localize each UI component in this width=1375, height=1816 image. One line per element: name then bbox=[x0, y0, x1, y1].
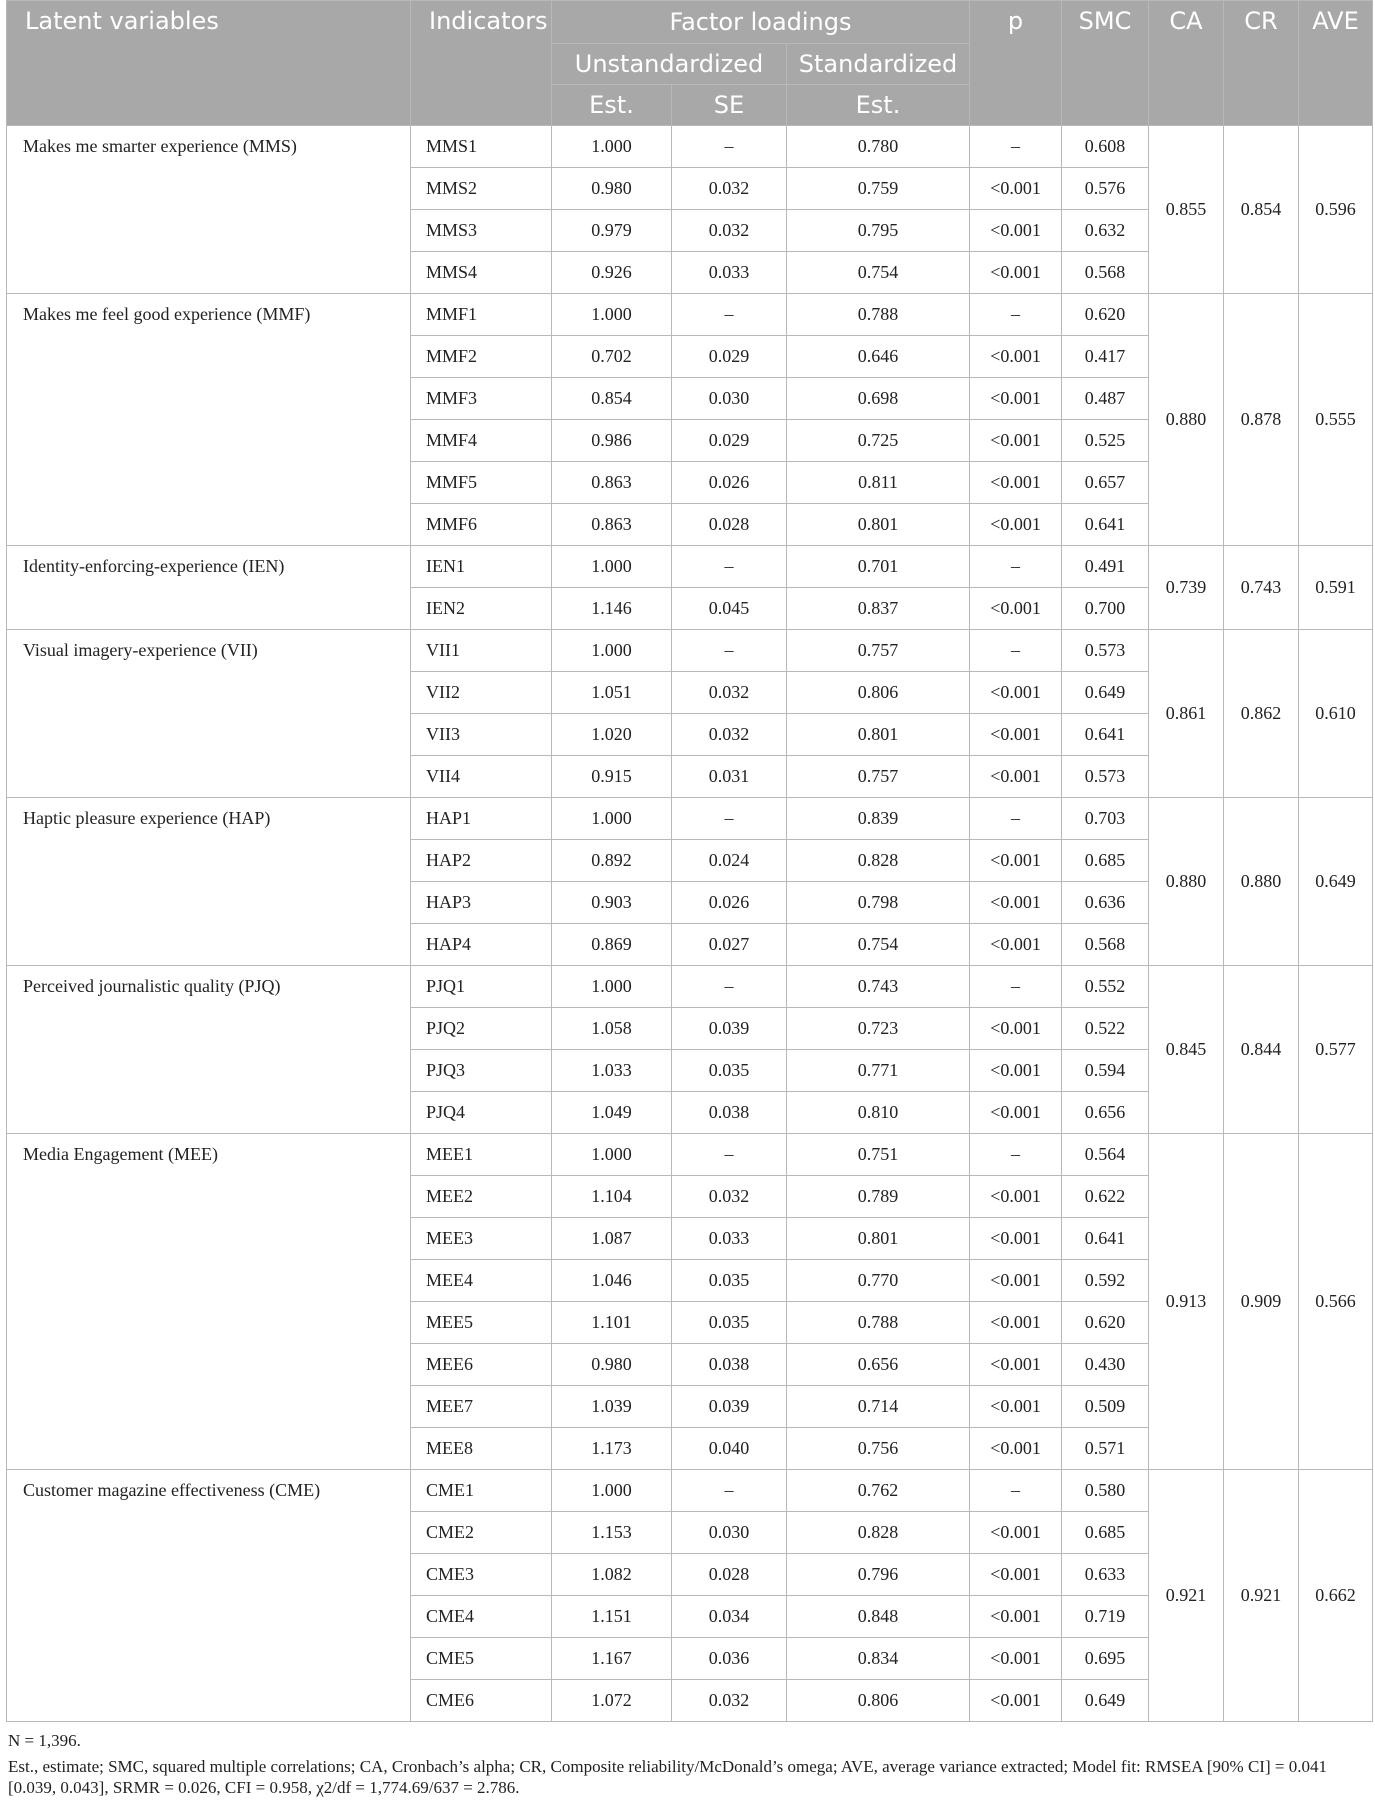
p-value-cell: <0.001 bbox=[970, 882, 1062, 924]
std-est-cell: 0.798 bbox=[787, 882, 970, 924]
cr-cell: 0.844 bbox=[1224, 966, 1299, 1134]
table-notes bbox=[6, 1722, 1372, 1798]
cr-cell: 0.878 bbox=[1224, 294, 1299, 546]
smc-cell: 0.657 bbox=[1062, 462, 1149, 504]
indicator-cell: VII1 bbox=[411, 630, 552, 672]
std-est-cell: 0.756 bbox=[787, 1428, 970, 1470]
std-est-cell: 0.837 bbox=[787, 588, 970, 630]
indicator-cell: VII3 bbox=[411, 714, 552, 756]
unstd-se-cell: 0.033 bbox=[672, 1218, 787, 1260]
indicator-cell: CME4 bbox=[411, 1596, 552, 1638]
unstd-est-cell: 0.702 bbox=[552, 336, 672, 378]
p-value-cell: <0.001 bbox=[970, 1554, 1062, 1596]
unstd-est-cell: 0.915 bbox=[552, 756, 672, 798]
smc-cell: 0.695 bbox=[1062, 1638, 1149, 1680]
smc-cell: 0.620 bbox=[1062, 294, 1149, 336]
unstd-se-cell: 0.032 bbox=[672, 1680, 787, 1722]
unstd-se-cell: 0.031 bbox=[672, 756, 787, 798]
ca-cell: 0.880 bbox=[1149, 294, 1224, 546]
unstd-est-cell: 0.979 bbox=[552, 210, 672, 252]
p-value-cell: <0.001 bbox=[970, 336, 1062, 378]
std-est-cell: 0.757 bbox=[787, 630, 970, 672]
smc-cell: 0.571 bbox=[1062, 1428, 1149, 1470]
indicator-cell: VII2 bbox=[411, 672, 552, 714]
table-row bbox=[7, 546, 1373, 588]
smc-cell: 0.552 bbox=[1062, 966, 1149, 1008]
table-body bbox=[7, 126, 1373, 1722]
cr-cell: 0.862 bbox=[1224, 630, 1299, 798]
p-value-cell: <0.001 bbox=[970, 756, 1062, 798]
header-unstandardized: Unstandardized bbox=[552, 44, 787, 85]
unstd-se-cell: 0.024 bbox=[672, 840, 787, 882]
indicator-cell: MEE4 bbox=[411, 1260, 552, 1302]
smc-cell: 0.573 bbox=[1062, 756, 1149, 798]
smc-cell: 0.641 bbox=[1062, 714, 1149, 756]
cr-cell: 0.743 bbox=[1224, 546, 1299, 630]
latent-variable-name: Makes me smarter experience (MMS) bbox=[7, 126, 411, 294]
indicator-cell: MMF4 bbox=[411, 420, 552, 462]
unstd-est-cell: 1.082 bbox=[552, 1554, 672, 1596]
smc-cell: 0.685 bbox=[1062, 840, 1149, 882]
std-est-cell: 0.806 bbox=[787, 1680, 970, 1722]
unstd-est-cell: 0.980 bbox=[552, 168, 672, 210]
ave-cell: 0.577 bbox=[1299, 966, 1373, 1134]
indicator-cell: MEE7 bbox=[411, 1386, 552, 1428]
unstd-se-cell: 0.026 bbox=[672, 882, 787, 924]
indicator-cell: PJQ1 bbox=[411, 966, 552, 1008]
unstd-est-cell: 1.087 bbox=[552, 1218, 672, 1260]
ave-cell: 0.555 bbox=[1299, 294, 1373, 546]
indicator-cell: CME6 bbox=[411, 1680, 552, 1722]
unstd-est-cell: 1.051 bbox=[552, 672, 672, 714]
indicator-cell: IEN1 bbox=[411, 546, 552, 588]
p-value-cell: <0.001 bbox=[970, 378, 1062, 420]
std-est-cell: 0.811 bbox=[787, 462, 970, 504]
smc-cell: 0.430 bbox=[1062, 1344, 1149, 1386]
indicator-cell: MEE8 bbox=[411, 1428, 552, 1470]
p-value-cell: <0.001 bbox=[970, 1050, 1062, 1092]
unstd-est-cell: 1.072 bbox=[552, 1680, 672, 1722]
ca-cell: 0.861 bbox=[1149, 630, 1224, 798]
unstd-est-cell: 1.000 bbox=[552, 966, 672, 1008]
indicator-cell: PJQ2 bbox=[411, 1008, 552, 1050]
unstd-est-cell: 1.173 bbox=[552, 1428, 672, 1470]
unstd-se-cell: 0.038 bbox=[672, 1344, 787, 1386]
p-value-cell: <0.001 bbox=[970, 1092, 1062, 1134]
std-est-cell: 0.646 bbox=[787, 336, 970, 378]
table-row bbox=[7, 966, 1373, 1008]
p-value-cell: <0.001 bbox=[970, 1218, 1062, 1260]
unstd-est-cell: 1.000 bbox=[552, 126, 672, 168]
latent-variable-name: Perceived journalistic quality (PJQ) bbox=[7, 966, 411, 1134]
header-latent-variables: Latent variables bbox=[7, 1, 411, 126]
unstd-se-cell: 0.032 bbox=[672, 672, 787, 714]
std-est-cell: 0.757 bbox=[787, 756, 970, 798]
p-value-cell: <0.001 bbox=[970, 504, 1062, 546]
std-est-cell: 0.759 bbox=[787, 168, 970, 210]
note-sample-size: N = 1,396. bbox=[8, 1731, 81, 1750]
smc-cell: 0.568 bbox=[1062, 252, 1149, 294]
p-value-cell: <0.001 bbox=[970, 1344, 1062, 1386]
smc-cell: 0.417 bbox=[1062, 336, 1149, 378]
smc-cell: 0.525 bbox=[1062, 420, 1149, 462]
unstd-est-cell: 1.000 bbox=[552, 630, 672, 672]
std-est-cell: 0.725 bbox=[787, 420, 970, 462]
ave-cell: 0.649 bbox=[1299, 798, 1373, 966]
p-value-cell: <0.001 bbox=[970, 252, 1062, 294]
unstd-est-cell: 1.058 bbox=[552, 1008, 672, 1050]
smc-cell: 0.592 bbox=[1062, 1260, 1149, 1302]
unstd-se-cell: – bbox=[672, 630, 787, 672]
header-indicators: Indicators bbox=[411, 1, 552, 126]
table-row bbox=[7, 294, 1373, 336]
ave-cell: 0.610 bbox=[1299, 630, 1373, 798]
smc-cell: 0.685 bbox=[1062, 1512, 1149, 1554]
unstd-est-cell: 1.101 bbox=[552, 1302, 672, 1344]
std-est-cell: 0.743 bbox=[787, 966, 970, 1008]
p-value-cell: – bbox=[970, 546, 1062, 588]
latent-variable-name: Haptic pleasure experience (HAP) bbox=[7, 798, 411, 966]
std-est-cell: 0.656 bbox=[787, 1344, 970, 1386]
std-est-cell: 0.801 bbox=[787, 504, 970, 546]
unstd-est-cell: 1.000 bbox=[552, 546, 672, 588]
p-value-cell: <0.001 bbox=[970, 420, 1062, 462]
p-value-cell: – bbox=[970, 798, 1062, 840]
unstd-se-cell: 0.029 bbox=[672, 336, 787, 378]
cr-cell: 0.921 bbox=[1224, 1470, 1299, 1722]
indicator-cell: MMF5 bbox=[411, 462, 552, 504]
smc-cell: 0.656 bbox=[1062, 1092, 1149, 1134]
smc-cell: 0.633 bbox=[1062, 1554, 1149, 1596]
smc-cell: 0.703 bbox=[1062, 798, 1149, 840]
table-row bbox=[7, 1134, 1373, 1176]
latent-variable-name: Media Engagement (MEE) bbox=[7, 1134, 411, 1470]
cr-cell: 0.880 bbox=[1224, 798, 1299, 966]
unstd-se-cell: 0.040 bbox=[672, 1428, 787, 1470]
unstd-se-cell: 0.030 bbox=[672, 378, 787, 420]
p-value-cell: <0.001 bbox=[970, 1680, 1062, 1722]
ca-cell: 0.739 bbox=[1149, 546, 1224, 630]
unstd-est-cell: 0.926 bbox=[552, 252, 672, 294]
smc-cell: 0.649 bbox=[1062, 672, 1149, 714]
p-value-cell: <0.001 bbox=[970, 1008, 1062, 1050]
unstd-se-cell: 0.035 bbox=[672, 1050, 787, 1092]
std-est-cell: 0.723 bbox=[787, 1008, 970, 1050]
p-value-cell: <0.001 bbox=[970, 168, 1062, 210]
std-est-cell: 0.754 bbox=[787, 924, 970, 966]
indicator-cell: CME2 bbox=[411, 1512, 552, 1554]
p-value-cell: <0.001 bbox=[970, 1512, 1062, 1554]
indicator-cell: PJQ3 bbox=[411, 1050, 552, 1092]
unstd-est-cell: 1.153 bbox=[552, 1512, 672, 1554]
indicator-cell: VII4 bbox=[411, 756, 552, 798]
smc-cell: 0.487 bbox=[1062, 378, 1149, 420]
p-value-cell: <0.001 bbox=[970, 210, 1062, 252]
unstd-se-cell: – bbox=[672, 798, 787, 840]
smc-cell: 0.568 bbox=[1062, 924, 1149, 966]
std-est-cell: 0.810 bbox=[787, 1092, 970, 1134]
ca-cell: 0.845 bbox=[1149, 966, 1224, 1134]
indicator-cell: MEE6 bbox=[411, 1344, 552, 1386]
std-est-cell: 0.698 bbox=[787, 378, 970, 420]
unstd-se-cell: 0.026 bbox=[672, 462, 787, 504]
unstd-est-cell: 0.869 bbox=[552, 924, 672, 966]
header-cr: CR bbox=[1224, 1, 1299, 126]
smc-cell: 0.580 bbox=[1062, 1470, 1149, 1512]
unstd-se-cell: 0.035 bbox=[672, 1260, 787, 1302]
indicator-cell: MMS4 bbox=[411, 252, 552, 294]
std-est-cell: 0.788 bbox=[787, 1302, 970, 1344]
header-ave: AVE bbox=[1299, 1, 1373, 126]
indicator-cell: MEE5 bbox=[411, 1302, 552, 1344]
header-p: p bbox=[970, 1, 1062, 126]
unstd-se-cell: 0.032 bbox=[672, 210, 787, 252]
unstd-se-cell: – bbox=[672, 546, 787, 588]
indicator-cell: HAP1 bbox=[411, 798, 552, 840]
ca-cell: 0.913 bbox=[1149, 1134, 1224, 1470]
ave-cell: 0.591 bbox=[1299, 546, 1373, 630]
unstd-est-cell: 1.039 bbox=[552, 1386, 672, 1428]
factor-loadings-table bbox=[6, 0, 1373, 1722]
std-est-cell: 0.780 bbox=[787, 126, 970, 168]
unstd-se-cell: 0.030 bbox=[672, 1512, 787, 1554]
indicator-cell: MEE2 bbox=[411, 1176, 552, 1218]
indicator-cell: HAP2 bbox=[411, 840, 552, 882]
ave-cell: 0.596 bbox=[1299, 126, 1373, 294]
note-abbreviations: Est., estimate; SMC, squared multiple correlations; CA, Cronbach’s alpha; CR, Composite reliability/McDonald’s omega; AVE, average variance extracted; Model fit: RMSEA [90% CI] = 0.041 [0.039, 0.043], SRMR = 0.026, CFI = 0.958, χ2/df = 1,774.69/637 = 2.786. bbox=[8, 1757, 1327, 1797]
std-est-cell: 0.848 bbox=[787, 1596, 970, 1638]
smc-cell: 0.641 bbox=[1062, 504, 1149, 546]
p-value-cell: <0.001 bbox=[970, 924, 1062, 966]
smc-cell: 0.576 bbox=[1062, 168, 1149, 210]
table-container bbox=[6, 0, 1372, 1803]
unstd-est-cell: 1.046 bbox=[552, 1260, 672, 1302]
smc-cell: 0.491 bbox=[1062, 546, 1149, 588]
smc-cell: 0.719 bbox=[1062, 1596, 1149, 1638]
std-est-cell: 0.714 bbox=[787, 1386, 970, 1428]
indicator-cell: CME1 bbox=[411, 1470, 552, 1512]
p-value-cell: – bbox=[970, 630, 1062, 672]
p-value-cell: – bbox=[970, 966, 1062, 1008]
std-est-cell: 0.770 bbox=[787, 1260, 970, 1302]
header-standardized: Standardized bbox=[787, 44, 970, 85]
table-header bbox=[7, 1, 1373, 126]
unstd-est-cell: 0.903 bbox=[552, 882, 672, 924]
std-est-cell: 0.701 bbox=[787, 546, 970, 588]
unstd-est-cell: 1.033 bbox=[552, 1050, 672, 1092]
header-factor-loadings: Factor loadings bbox=[552, 1, 970, 44]
smc-cell: 0.649 bbox=[1062, 1680, 1149, 1722]
std-est-cell: 0.795 bbox=[787, 210, 970, 252]
unstd-se-cell: 0.028 bbox=[672, 504, 787, 546]
unstd-se-cell: 0.032 bbox=[672, 714, 787, 756]
ave-cell: 0.662 bbox=[1299, 1470, 1373, 1722]
p-value-cell: <0.001 bbox=[970, 588, 1062, 630]
latent-variable-name: Identity-enforcing-experience (IEN) bbox=[7, 546, 411, 630]
p-value-cell: <0.001 bbox=[970, 462, 1062, 504]
indicator-cell: MEE1 bbox=[411, 1134, 552, 1176]
ave-cell: 0.566 bbox=[1299, 1134, 1373, 1470]
std-est-cell: 0.839 bbox=[787, 798, 970, 840]
indicator-cell: MMF3 bbox=[411, 378, 552, 420]
unstd-se-cell: 0.035 bbox=[672, 1302, 787, 1344]
ca-cell: 0.921 bbox=[1149, 1470, 1224, 1722]
std-est-cell: 0.796 bbox=[787, 1554, 970, 1596]
indicator-cell: MMS1 bbox=[411, 126, 552, 168]
smc-cell: 0.522 bbox=[1062, 1008, 1149, 1050]
header-ca: CA bbox=[1149, 1, 1224, 126]
indicator-cell: CME5 bbox=[411, 1638, 552, 1680]
header-std-est: Est. bbox=[787, 85, 970, 126]
p-value-cell: <0.001 bbox=[970, 672, 1062, 714]
std-est-cell: 0.828 bbox=[787, 1512, 970, 1554]
p-value-cell: <0.001 bbox=[970, 1302, 1062, 1344]
unstd-est-cell: 1.167 bbox=[552, 1638, 672, 1680]
unstd-se-cell: – bbox=[672, 126, 787, 168]
smc-cell: 0.641 bbox=[1062, 1218, 1149, 1260]
indicator-cell: HAP3 bbox=[411, 882, 552, 924]
p-value-cell: <0.001 bbox=[970, 1638, 1062, 1680]
unstd-est-cell: 1.151 bbox=[552, 1596, 672, 1638]
unstd-est-cell: 1.049 bbox=[552, 1092, 672, 1134]
unstd-se-cell: – bbox=[672, 1470, 787, 1512]
header-unstd-est: Est. bbox=[552, 85, 672, 126]
unstd-est-cell: 1.000 bbox=[552, 1470, 672, 1512]
std-est-cell: 0.751 bbox=[787, 1134, 970, 1176]
cr-cell: 0.854 bbox=[1224, 126, 1299, 294]
p-value-cell: <0.001 bbox=[970, 714, 1062, 756]
table-row bbox=[7, 798, 1373, 840]
indicator-cell: MEE3 bbox=[411, 1218, 552, 1260]
std-est-cell: 0.762 bbox=[787, 1470, 970, 1512]
smc-cell: 0.564 bbox=[1062, 1134, 1149, 1176]
smc-cell: 0.622 bbox=[1062, 1176, 1149, 1218]
indicator-cell: CME3 bbox=[411, 1554, 552, 1596]
std-est-cell: 0.834 bbox=[787, 1638, 970, 1680]
std-est-cell: 0.806 bbox=[787, 672, 970, 714]
p-value-cell: – bbox=[970, 294, 1062, 336]
unstd-est-cell: 0.863 bbox=[552, 462, 672, 504]
ca-cell: 0.880 bbox=[1149, 798, 1224, 966]
smc-cell: 0.700 bbox=[1062, 588, 1149, 630]
p-value-cell: <0.001 bbox=[970, 840, 1062, 882]
smc-cell: 0.594 bbox=[1062, 1050, 1149, 1092]
unstd-se-cell: 0.038 bbox=[672, 1092, 787, 1134]
unstd-se-cell: 0.034 bbox=[672, 1596, 787, 1638]
indicator-cell: MMF6 bbox=[411, 504, 552, 546]
indicator-cell: HAP4 bbox=[411, 924, 552, 966]
smc-cell: 0.509 bbox=[1062, 1386, 1149, 1428]
std-est-cell: 0.828 bbox=[787, 840, 970, 882]
unstd-est-cell: 1.104 bbox=[552, 1176, 672, 1218]
unstd-se-cell: 0.032 bbox=[672, 168, 787, 210]
p-value-cell: – bbox=[970, 126, 1062, 168]
p-value-cell: – bbox=[970, 1134, 1062, 1176]
indicator-cell: MMS2 bbox=[411, 168, 552, 210]
p-value-cell: <0.001 bbox=[970, 1596, 1062, 1638]
std-est-cell: 0.771 bbox=[787, 1050, 970, 1092]
unstd-est-cell: 0.854 bbox=[552, 378, 672, 420]
table-row bbox=[7, 630, 1373, 672]
unstd-est-cell: 1.000 bbox=[552, 294, 672, 336]
unstd-se-cell: 0.027 bbox=[672, 924, 787, 966]
smc-cell: 0.636 bbox=[1062, 882, 1149, 924]
unstd-se-cell: 0.045 bbox=[672, 588, 787, 630]
unstd-se-cell: 0.036 bbox=[672, 1638, 787, 1680]
unstd-est-cell: 0.986 bbox=[552, 420, 672, 462]
p-value-cell: <0.001 bbox=[970, 1176, 1062, 1218]
smc-cell: 0.620 bbox=[1062, 1302, 1149, 1344]
unstd-se-cell: – bbox=[672, 966, 787, 1008]
indicator-cell: PJQ4 bbox=[411, 1092, 552, 1134]
indicator-cell: IEN2 bbox=[411, 588, 552, 630]
std-est-cell: 0.789 bbox=[787, 1176, 970, 1218]
latent-variable-name: Visual imagery-experience (VII) bbox=[7, 630, 411, 798]
unstd-est-cell: 0.980 bbox=[552, 1344, 672, 1386]
header-unstd-se: SE bbox=[672, 85, 787, 126]
indicator-cell: MMS3 bbox=[411, 210, 552, 252]
unstd-est-cell: 1.146 bbox=[552, 588, 672, 630]
unstd-se-cell: 0.028 bbox=[672, 1554, 787, 1596]
unstd-se-cell: 0.029 bbox=[672, 420, 787, 462]
unstd-est-cell: 0.892 bbox=[552, 840, 672, 882]
std-est-cell: 0.801 bbox=[787, 1218, 970, 1260]
p-value-cell: <0.001 bbox=[970, 1386, 1062, 1428]
unstd-est-cell: 1.020 bbox=[552, 714, 672, 756]
std-est-cell: 0.754 bbox=[787, 252, 970, 294]
unstd-se-cell: – bbox=[672, 1134, 787, 1176]
unstd-se-cell: 0.039 bbox=[672, 1008, 787, 1050]
indicator-cell: MMF1 bbox=[411, 294, 552, 336]
unstd-se-cell: 0.032 bbox=[672, 1176, 787, 1218]
table-row bbox=[7, 126, 1373, 168]
latent-variable-name: Makes me feel good experience (MMF) bbox=[7, 294, 411, 546]
latent-variable-name: Customer magazine effectiveness (CME) bbox=[7, 1470, 411, 1722]
smc-cell: 0.573 bbox=[1062, 630, 1149, 672]
std-est-cell: 0.801 bbox=[787, 714, 970, 756]
unstd-est-cell: 1.000 bbox=[552, 1134, 672, 1176]
std-est-cell: 0.788 bbox=[787, 294, 970, 336]
unstd-se-cell: 0.033 bbox=[672, 252, 787, 294]
unstd-se-cell: 0.039 bbox=[672, 1386, 787, 1428]
p-value-cell: – bbox=[970, 1470, 1062, 1512]
smc-cell: 0.608 bbox=[1062, 126, 1149, 168]
table-row bbox=[7, 1470, 1373, 1512]
p-value-cell: <0.001 bbox=[970, 1260, 1062, 1302]
unstd-est-cell: 0.863 bbox=[552, 504, 672, 546]
smc-cell: 0.632 bbox=[1062, 210, 1149, 252]
unstd-est-cell: 1.000 bbox=[552, 798, 672, 840]
indicator-cell: MMF2 bbox=[411, 336, 552, 378]
cr-cell: 0.909 bbox=[1224, 1134, 1299, 1470]
header-smc: SMC bbox=[1062, 1, 1149, 126]
p-value-cell: <0.001 bbox=[970, 1428, 1062, 1470]
ca-cell: 0.855 bbox=[1149, 126, 1224, 294]
unstd-se-cell: – bbox=[672, 294, 787, 336]
